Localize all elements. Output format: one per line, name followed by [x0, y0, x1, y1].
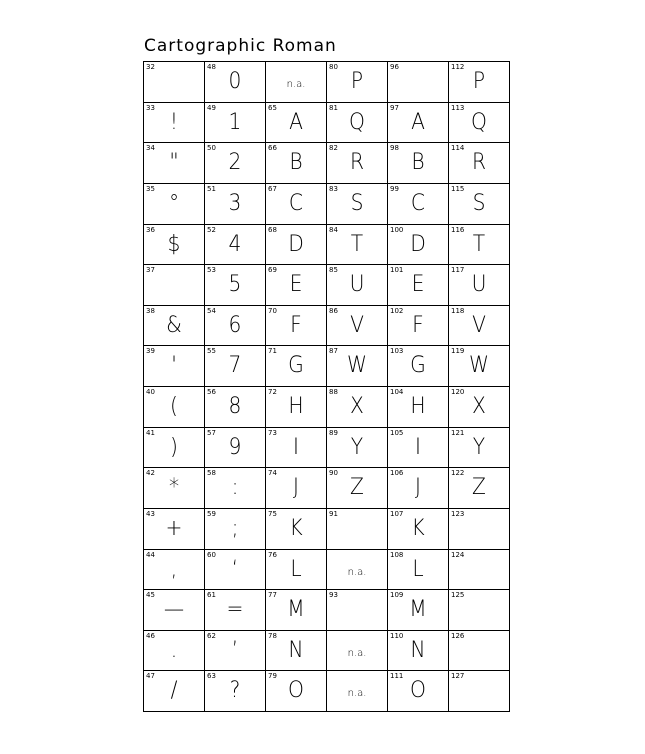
character-cell: [144, 509, 205, 550]
character-cell: [449, 509, 510, 550]
character-code: 125: [451, 591, 465, 600]
character-glyph: +: [165, 515, 183, 541]
character-code: 68: [268, 225, 277, 234]
character-code: 96: [390, 63, 399, 71]
character-glyph: N: [410, 637, 426, 663]
character-glyph: E: [411, 272, 425, 298]
not-available-label: n.a.: [347, 566, 367, 578]
character-cell: [449, 590, 510, 631]
character-glyph: Z: [350, 475, 364, 501]
character-code: 111: [390, 672, 404, 681]
character-code: 50: [207, 144, 216, 153]
character-cell: [327, 225, 388, 266]
character-code: 61: [207, 591, 216, 600]
character-code: 121: [451, 428, 465, 437]
character-code: 109: [390, 591, 404, 600]
character-glyph: O: [410, 678, 426, 704]
character-glyph: T: [472, 231, 486, 257]
character-glyph: O: [288, 678, 304, 704]
character-cell: [327, 671, 388, 712]
character-cell: [388, 468, 449, 509]
character-cell: [266, 346, 327, 387]
character-cell: [266, 509, 327, 550]
character-code: 87: [329, 347, 338, 356]
character-cell: [449, 671, 510, 712]
character-cell: [144, 631, 205, 672]
character-code: 119: [451, 347, 465, 356]
character-code: 57: [207, 428, 216, 437]
character-code: 32: [146, 63, 155, 71]
character-glyph: /: [170, 678, 178, 704]
character-code: 36: [146, 225, 155, 234]
character-cell: [388, 671, 449, 712]
character-cell: [205, 306, 266, 347]
character-cell: [144, 306, 205, 347]
character-code: 60: [207, 550, 216, 559]
character-cell: [449, 428, 510, 469]
character-code: 89: [329, 428, 338, 437]
character-cell: [449, 103, 510, 144]
character-cell: [144, 184, 205, 225]
character-code: 93: [329, 591, 338, 600]
character-glyph: D: [410, 231, 426, 257]
character-code: 106: [390, 469, 404, 478]
character-cell: [205, 184, 266, 225]
character-code: 101: [390, 266, 404, 275]
character-cell: [144, 590, 205, 631]
character-glyph: F: [412, 312, 424, 338]
character-glyph: C: [410, 190, 426, 216]
character-glyph: 0: [228, 69, 242, 94]
character-cell: [327, 387, 388, 428]
character-cell: [266, 671, 327, 712]
character-cell: [205, 265, 266, 306]
character-cell: [449, 550, 510, 591]
character-glyph: 3: [228, 190, 242, 216]
character-cell: [205, 346, 266, 387]
character-cell: [205, 468, 266, 509]
character-code: 102: [390, 306, 404, 315]
character-glyph: °: [168, 190, 180, 216]
character-glyph: ?: [229, 678, 241, 704]
character-code: 54: [207, 306, 216, 315]
character-code: 43: [146, 509, 155, 518]
character-cell: [327, 306, 388, 347]
character-code: 42: [146, 469, 155, 478]
character-cell: [327, 428, 388, 469]
character-cell: [388, 631, 449, 672]
character-glyph: A: [411, 109, 425, 135]
character-cell: [266, 428, 327, 469]
character-code: 35: [146, 184, 155, 193]
character-code: 73: [268, 428, 277, 437]
character-cell: [144, 265, 205, 306]
character-glyph: S: [350, 190, 364, 216]
character-code: 79: [268, 672, 277, 681]
character-code: 103: [390, 347, 404, 356]
character-code: 37: [146, 266, 155, 275]
character-code: 33: [146, 103, 155, 112]
character-code: 82: [329, 144, 338, 153]
character-glyph: S: [472, 190, 486, 216]
character-glyph: J: [415, 475, 421, 501]
character-glyph: ,: [170, 556, 178, 582]
character-code: 97: [390, 103, 399, 112]
character-cell: [205, 225, 266, 266]
character-code: 110: [390, 631, 404, 640]
character-cell: [266, 631, 327, 672]
character-glyph: H: [288, 394, 304, 419]
character-code: 65: [268, 103, 277, 112]
character-cell: [327, 590, 388, 631]
character-cell: [388, 428, 449, 469]
font-title: Cartographic Roman: [144, 36, 337, 56]
character-code: 78: [268, 631, 277, 640]
character-cell: [449, 631, 510, 672]
character-code: 84: [329, 225, 338, 234]
character-cell: [449, 225, 510, 266]
character-glyph: X: [472, 394, 486, 419]
character-cell: [327, 631, 388, 672]
character-code: 80: [329, 63, 338, 71]
character-code: 55: [207, 347, 216, 356]
character-cell: [266, 550, 327, 591]
character-cell: [266, 306, 327, 347]
character-glyph: *: [168, 475, 180, 501]
character-code: 90: [329, 469, 338, 478]
character-glyph: T: [350, 231, 364, 257]
character-glyph: D: [288, 231, 304, 257]
character-glyph: J: [293, 475, 299, 501]
character-code: 127: [451, 672, 465, 681]
character-code: 53: [207, 266, 216, 275]
character-cell: [327, 62, 388, 103]
character-code: 34: [146, 144, 155, 153]
character-glyph: M: [409, 597, 427, 623]
character-cell: [205, 143, 266, 184]
character-code: 70: [268, 306, 277, 315]
character-code: 118: [451, 306, 465, 315]
character-code: 105: [390, 428, 404, 437]
character-code: 51: [207, 184, 216, 193]
character-glyph: G: [288, 353, 304, 379]
character-glyph: 8: [228, 394, 242, 419]
character-cell: [144, 671, 205, 712]
character-cell: [144, 387, 205, 428]
character-code: 47: [146, 672, 155, 681]
character-glyph: B: [411, 150, 425, 176]
character-code: 108: [390, 550, 404, 559]
character-cell: [144, 346, 205, 387]
character-table: [143, 61, 510, 712]
character-glyph: Z: [472, 475, 486, 501]
character-cell: [449, 62, 510, 103]
character-glyph: U: [349, 272, 365, 298]
character-cell: [388, 265, 449, 306]
character-cell: [327, 184, 388, 225]
character-cell: [388, 590, 449, 631]
character-glyph: W: [468, 353, 490, 379]
character-cell: [266, 590, 327, 631]
character-cell: [266, 62, 327, 103]
character-glyph: G: [410, 353, 426, 379]
character-cell: [205, 631, 266, 672]
character-cell: [266, 468, 327, 509]
character-glyph: 1: [228, 109, 242, 135]
character-cell: [388, 184, 449, 225]
character-glyph: =: [226, 597, 244, 623]
character-cell: [449, 468, 510, 509]
character-cell: [388, 509, 449, 550]
character-code: 74: [268, 469, 277, 478]
character-code: 75: [268, 509, 277, 518]
character-glyph: K: [289, 515, 303, 541]
character-cell: [327, 550, 388, 591]
character-glyph: 5: [228, 272, 242, 298]
not-available-label: n.a.: [286, 79, 306, 90]
character-glyph: A: [289, 109, 303, 135]
character-code: 104: [390, 388, 404, 396]
character-glyph: ’: [231, 637, 239, 663]
character-cell: [205, 387, 266, 428]
character-glyph: V: [350, 312, 364, 338]
character-code: 115: [451, 184, 465, 193]
character-cell: [388, 103, 449, 144]
character-cell: [327, 509, 388, 550]
character-cell: [144, 225, 205, 266]
character-glyph: 7: [228, 353, 242, 379]
character-glyph: (: [170, 394, 178, 419]
character-code: 56: [207, 388, 216, 396]
character-cell: [449, 143, 510, 184]
character-glyph: R: [349, 150, 365, 176]
character-code: 85: [329, 266, 338, 275]
character-cell: [144, 550, 205, 591]
character-glyph: I: [293, 434, 299, 460]
character-glyph: M: [287, 597, 305, 623]
character-cell: [205, 103, 266, 144]
character-cell: [388, 387, 449, 428]
character-cell: [388, 550, 449, 591]
character-cell: [388, 62, 449, 103]
character-glyph: K: [411, 515, 425, 541]
character-glyph: .: [170, 637, 178, 663]
character-code: 88: [329, 388, 338, 396]
character-cell: [449, 184, 510, 225]
character-glyph: 4: [228, 231, 242, 257]
character-cell: [144, 62, 205, 103]
character-glyph: E: [289, 272, 303, 298]
character-code: 107: [390, 509, 404, 518]
character-cell: [205, 550, 266, 591]
character-glyph: N: [288, 637, 304, 663]
character-glyph: :: [231, 475, 239, 501]
character-code: 83: [329, 184, 338, 193]
character-cell: [144, 428, 205, 469]
character-glyph: ;: [231, 515, 239, 541]
character-cell: [327, 346, 388, 387]
character-code: 41: [146, 428, 155, 437]
character-code: 76: [268, 550, 277, 559]
character-glyph: 6: [228, 312, 242, 338]
character-code: 49: [207, 103, 216, 112]
character-glyph: ': [171, 353, 177, 379]
character-code: 122: [451, 469, 465, 478]
character-code: 98: [390, 144, 399, 153]
character-glyph: Y: [472, 434, 486, 460]
character-cell: [144, 103, 205, 144]
character-code: 40: [146, 388, 155, 396]
character-cell: [327, 265, 388, 306]
character-cell: [205, 671, 266, 712]
not-available-label: n.a.: [347, 647, 367, 659]
character-code: 39: [146, 347, 155, 356]
character-code: 114: [451, 144, 465, 153]
character-code: 44: [146, 550, 155, 559]
character-glyph: I: [415, 434, 421, 460]
character-code: 52: [207, 225, 216, 234]
character-glyph: &: [166, 312, 182, 338]
character-code: 77: [268, 591, 277, 600]
not-available-label: n.a.: [347, 688, 367, 700]
character-glyph: Y: [350, 434, 364, 460]
character-cell: [388, 346, 449, 387]
character-code: 117: [451, 266, 465, 275]
character-code: 63: [207, 672, 216, 681]
character-cell: [449, 306, 510, 347]
character-cell: [205, 509, 266, 550]
character-code: 66: [268, 144, 277, 153]
character-code: 67: [268, 184, 277, 193]
character-code: 116: [451, 225, 465, 234]
character-code: 71: [268, 347, 277, 356]
character-glyph: —: [163, 597, 185, 623]
character-cell: [266, 184, 327, 225]
character-cell: [205, 62, 266, 103]
character-code: 91: [329, 509, 338, 518]
character-code: 38: [146, 306, 155, 315]
character-glyph: U: [471, 272, 487, 298]
character-cell: [266, 103, 327, 144]
character-cell: [266, 387, 327, 428]
character-glyph: ‘: [231, 556, 239, 582]
character-glyph: !: [169, 109, 179, 135]
character-glyph: C: [288, 190, 304, 216]
character-glyph: ": [169, 150, 179, 176]
character-cell: [449, 265, 510, 306]
character-glyph: 2: [228, 150, 242, 176]
character-code: 126: [451, 631, 465, 640]
character-cell: [327, 143, 388, 184]
character-glyph: L: [412, 556, 424, 582]
character-glyph: V: [472, 312, 486, 338]
character-cell: [266, 225, 327, 266]
character-code: 81: [329, 103, 338, 112]
character-cell: [388, 306, 449, 347]
character-glyph: L: [290, 556, 302, 582]
character-glyph: P: [350, 69, 364, 94]
character-glyph: ): [170, 434, 178, 460]
character-cell: [205, 590, 266, 631]
character-code: 62: [207, 631, 216, 640]
character-code: 99: [390, 184, 399, 193]
character-code: 113: [451, 103, 465, 112]
character-code: 124: [451, 550, 465, 559]
character-cell: [144, 468, 205, 509]
character-glyph: H: [410, 394, 426, 419]
character-cell: [144, 143, 205, 184]
character-glyph: P: [472, 69, 486, 94]
character-cell: [327, 468, 388, 509]
character-glyph: X: [350, 394, 364, 419]
character-code: 120: [451, 388, 465, 396]
character-code: 100: [390, 225, 404, 234]
character-code: 48: [207, 63, 216, 71]
character-code: 123: [451, 509, 465, 518]
character-cell: [266, 143, 327, 184]
character-cell: [205, 428, 266, 469]
character-code: 69: [268, 266, 277, 275]
character-code: 45: [146, 591, 155, 600]
character-code: 58: [207, 469, 216, 478]
character-cell: [449, 387, 510, 428]
character-cell: [327, 103, 388, 144]
character-glyph: F: [290, 312, 302, 338]
character-glyph: Q: [471, 109, 487, 135]
character-cell: [388, 225, 449, 266]
character-glyph: W: [346, 353, 368, 379]
character-glyph: $: [167, 231, 181, 257]
character-code: 72: [268, 388, 277, 396]
character-cell: [388, 143, 449, 184]
character-glyph: R: [471, 150, 487, 176]
character-code: 112: [451, 63, 465, 71]
character-glyph: Q: [349, 109, 365, 135]
character-code: 46: [146, 631, 155, 640]
character-cell: [449, 346, 510, 387]
character-glyph: 9: [228, 434, 242, 460]
character-code: 86: [329, 306, 338, 315]
character-cell: [266, 265, 327, 306]
character-glyph: B: [289, 150, 303, 176]
character-code: 59: [207, 509, 216, 518]
